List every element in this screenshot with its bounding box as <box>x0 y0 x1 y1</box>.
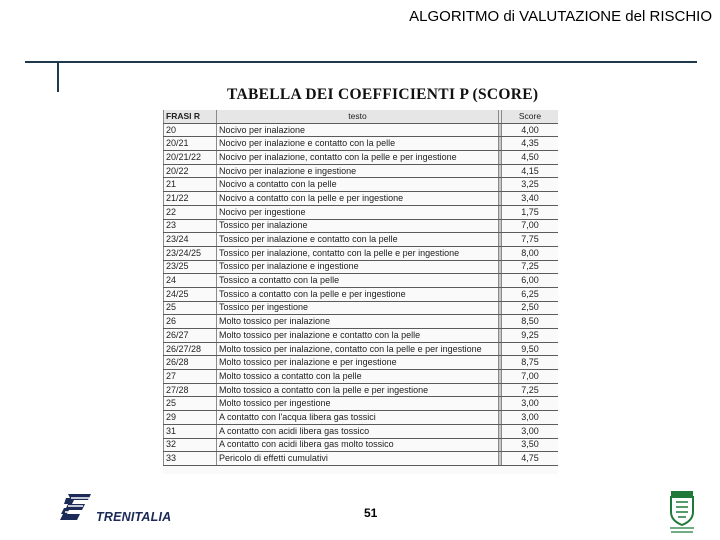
column-header-score: Score <box>502 110 559 123</box>
cell-frasi: 27 <box>164 370 217 384</box>
table-row <box>164 260 559 274</box>
cell-score: 1,75 <box>502 205 559 219</box>
cell-score: 3,00 <box>502 424 559 438</box>
cell-score: 7,00 <box>502 219 559 233</box>
cell-score: 7,25 <box>502 383 559 397</box>
cell-testo: Tossico per ingestione <box>217 301 499 315</box>
cell-frasi: 26/28 <box>164 356 217 370</box>
cell-score: 9,25 <box>502 329 559 343</box>
header-rule-vertical <box>57 63 59 92</box>
cell-frasi: 23/25 <box>164 260 217 274</box>
cell-frasi: 24/25 <box>164 287 217 301</box>
table-row <box>164 370 559 384</box>
table-row <box>164 192 559 206</box>
cell-frasi: 20/22 <box>164 164 217 178</box>
table-row <box>164 123 559 137</box>
column-header-testo: testo <box>217 110 499 123</box>
cell-frasi: 29 <box>164 411 217 425</box>
table-row <box>164 137 559 151</box>
cell-frasi: 31 <box>164 424 217 438</box>
table-row <box>164 383 559 397</box>
table-row <box>164 452 559 466</box>
cell-score: 6,25 <box>502 287 559 301</box>
table-row <box>164 164 559 178</box>
table-body <box>164 123 559 465</box>
cell-testo: Nocivo a contatto con la pelle e per ingestione <box>217 192 499 206</box>
table-row <box>164 274 559 288</box>
cell-frasi: 25 <box>164 397 217 411</box>
cell-score: 6,00 <box>502 274 559 288</box>
cell-score: 4,75 <box>502 452 559 466</box>
cell-testo: Tossico per inalazione e contatto con la pelle <box>217 233 499 247</box>
table-header-row <box>164 110 559 123</box>
table-row <box>164 424 559 438</box>
cell-testo: Nocivo per inalazione e ingestione <box>217 164 499 178</box>
cell-score: 3,00 <box>502 411 559 425</box>
cell-score: 3,25 <box>502 178 559 192</box>
cell-score: 3,40 <box>502 192 559 206</box>
table-row <box>164 342 559 356</box>
cell-testo: Tossico a contatto con la pelle e per ingestione <box>217 287 499 301</box>
university-crest-icon <box>667 490 697 536</box>
page-number: 51 <box>364 506 378 520</box>
cell-testo: A contatto con l'acqua libera gas tossici <box>217 411 499 425</box>
table-row <box>164 411 559 425</box>
trenitalia-logo-icon <box>58 492 92 524</box>
cell-frasi: 24 <box>164 274 217 288</box>
column-header-frasi: FRASI R <box>164 110 217 123</box>
cell-testo: A contatto con acidi libera gas molto tossico <box>217 438 499 452</box>
cell-frasi: 33 <box>164 452 217 466</box>
table-row <box>164 178 559 192</box>
cell-testo: Tossico a contatto con la pelle <box>217 274 499 288</box>
cell-frasi: 23/24/25 <box>164 246 217 260</box>
cell-frasi: 20/21/22 <box>164 151 217 165</box>
cell-frasi: 23 <box>164 219 217 233</box>
cell-testo: Nocivo per inalazione, contatto con la pelle e per ingestione <box>217 151 499 165</box>
cell-testo: Molto tossico per inalazione e per ingestione <box>217 356 499 370</box>
cell-testo: Molto tossico a contatto con la pelle e per ingestione <box>217 383 499 397</box>
cell-score: 4,35 <box>502 137 559 151</box>
table-row <box>164 205 559 219</box>
cell-testo: Tossico per inalazione, contatto con la pelle e per ingestione <box>217 246 499 260</box>
table-row <box>164 356 559 370</box>
cell-testo: Molto tossico per inalazione, contatto con la pelle e per ingestione <box>217 342 499 356</box>
cell-testo: Nocivo per inalazione <box>217 123 499 137</box>
cell-testo: Molto tossico a contatto con la pelle <box>217 370 499 384</box>
table-row <box>164 438 559 452</box>
table-row <box>164 397 559 411</box>
cell-testo: Nocivo a contatto con la pelle <box>217 178 499 192</box>
cell-frasi: 27/28 <box>164 383 217 397</box>
cell-score: 3,50 <box>502 438 559 452</box>
cell-testo: Pericolo di effetti cumulativi <box>217 452 499 466</box>
cell-score: 4,50 <box>502 151 559 165</box>
cell-frasi: 23/24 <box>164 233 217 247</box>
cell-frasi: 22 <box>164 205 217 219</box>
cell-testo: Tossico per inalazione <box>217 219 499 233</box>
cell-testo: Molto tossico per inalazione e contatto con la pelle <box>217 329 499 343</box>
table-row <box>164 219 559 233</box>
cell-frasi: 20 <box>164 123 217 137</box>
cell-score: 4,00 <box>502 123 559 137</box>
table-row <box>164 315 559 329</box>
cell-score: 8,75 <box>502 356 559 370</box>
cell-frasi: 25 <box>164 301 217 315</box>
table-row <box>164 233 559 247</box>
cell-testo: Nocivo per ingestione <box>217 205 499 219</box>
cell-score: 8,00 <box>502 246 559 260</box>
cell-testo: A contatto con acidi libera gas tossico <box>217 424 499 438</box>
cell-frasi: 20/21 <box>164 137 217 151</box>
cell-frasi: 21 <box>164 178 217 192</box>
document-title: TABELLA DEI COEFFICIENTI P (SCORE) <box>227 86 539 103</box>
cell-frasi: 26 <box>164 315 217 329</box>
cell-frasi: 26/27/28 <box>164 342 217 356</box>
trenitalia-brand-text: TRENITALIA <box>96 510 172 524</box>
cell-score: 3,00 <box>502 397 559 411</box>
table-row <box>164 329 559 343</box>
cell-frasi: 26/27 <box>164 329 217 343</box>
cell-testo: Molto tossico per inalazione <box>217 315 499 329</box>
cell-score: 7,00 <box>502 370 559 384</box>
cell-frasi: 32 <box>164 438 217 452</box>
cell-frasi: 21/22 <box>164 192 217 206</box>
table-row <box>164 151 559 165</box>
table-row <box>164 301 559 315</box>
header-rule <box>25 61 697 63</box>
table-row <box>164 246 559 260</box>
cell-testo: Nocivo per inalazione e contatto con la pelle <box>217 137 499 151</box>
cell-score: 2,50 <box>502 301 559 315</box>
cell-score: 7,25 <box>502 260 559 274</box>
cell-testo: Molto tossico per ingestione <box>217 397 499 411</box>
coefficients-table <box>163 110 558 466</box>
cell-testo: Tossico per inalazione e ingestione <box>217 260 499 274</box>
cell-score: 9,50 <box>502 342 559 356</box>
cell-score: 4,15 <box>502 164 559 178</box>
table-row <box>164 287 559 301</box>
cell-score: 8,50 <box>502 315 559 329</box>
cell-score: 7,75 <box>502 233 559 247</box>
scanned-table <box>163 110 558 474</box>
header-title: ALGORITMO di VALUTAZIONE del RISCHIO <box>409 8 712 25</box>
